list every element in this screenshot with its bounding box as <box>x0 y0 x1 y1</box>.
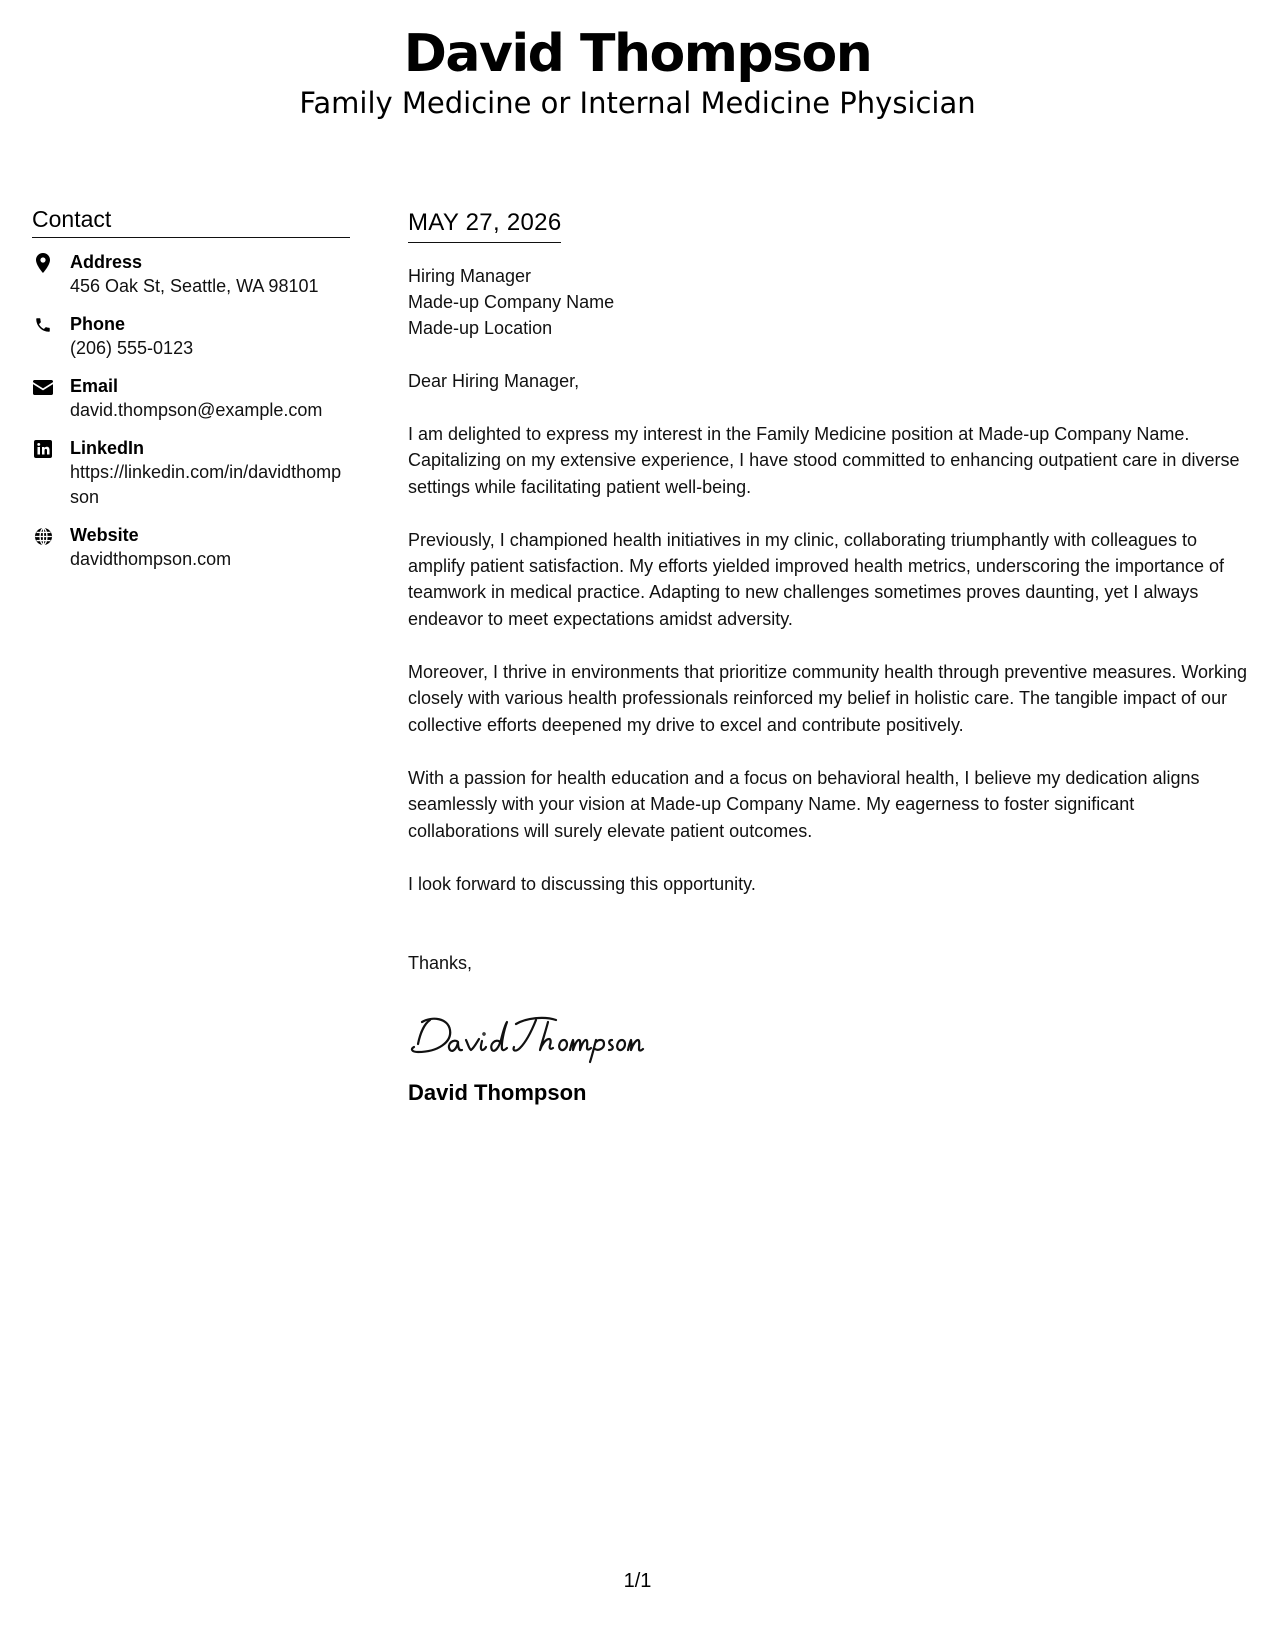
website-label: Website <box>70 525 139 545</box>
page-number: 1/1 <box>623 1570 652 1592</box>
globe-icon <box>32 525 54 547</box>
body-paragraph: With a passion for health education and a focus on behavioral health, I believe my dedication aligns seamlessly with your vision at Made-up Company Name. My eagerness to foster significant collaborations will surely elevate patient outcomes. <box>408 767 1200 841</box>
letter-date: MAY 27, 2026 <box>408 209 561 243</box>
map-pin-icon <box>32 252 54 274</box>
closing: Thanks, <box>408 953 473 974</box>
phone-value: (206) 555-0123 <box>70 338 194 358</box>
contact-item-email <box>32 374 350 423</box>
linkedin-label: LinkedIn <box>70 438 145 458</box>
recipient-name: Hiring Manager <box>408 266 532 286</box>
letter-body <box>408 209 1248 1106</box>
linkedin-value: https://linkedin.com/in/davidthompson <box>70 462 342 507</box>
contact-item-phone <box>32 312 350 361</box>
contact-heading: Contact <box>32 206 350 238</box>
body-paragraph: I am delighted to express my interest in the Family Medicine position at Made-up Company Name. Capitalizing on my extensive experience, I have stood committed to enhancing outpatient care in diverse settings while facilitating patient well-being. <box>408 424 1240 497</box>
contact-item-linkedin <box>32 436 350 510</box>
contact-item-website <box>32 523 350 572</box>
website-value: davidthompson.com <box>70 549 232 569</box>
envelope-icon <box>32 376 54 398</box>
phone-label: Phone <box>70 314 126 334</box>
recipient-block <box>408 263 1248 341</box>
contact-item-address <box>32 250 350 299</box>
contact-sidebar <box>32 206 350 585</box>
letter-header <box>0 22 1275 122</box>
candidate-name: David Thompson <box>403 24 872 84</box>
recipient-company: Made-up Company Name <box>408 292 615 312</box>
body-paragraph: Moreover, I thrive in environments that prioritize community health through preventive measures. Working closely with various health professionals reinforced my belief in holistic care. The tangible impact of our collective efforts deepened my drive to excel and contribute positively. <box>408 662 1248 735</box>
body-paragraph: Previously, I championed health initiatives in my clinic, collaborating triumphantly with colleagues to amplify patient satisfaction. My efforts yielded improved health metrics, underscoring the importance of teamwork in medical practice. Adapting to new challenges sometimes proves daunting, yet I always endeavor to meet expectations amidst adversity. <box>408 529 1225 629</box>
email-label: Email <box>70 376 119 396</box>
linkedin-icon <box>32 438 54 460</box>
email-value: david.thompson@example.com <box>70 400 323 420</box>
handwritten-signature <box>408 1006 1248 1066</box>
recipient-location: Made-up Location <box>408 318 553 338</box>
salutation: Dear Hiring Manager, <box>408 371 580 391</box>
address-value: 456 Oak St, Seattle, WA 98101 <box>70 276 319 296</box>
candidate-title: Family Medicine or Internal Medicine Physician <box>299 86 976 120</box>
phone-icon <box>32 314 54 336</box>
signer-name: David Thompson <box>408 1080 587 1106</box>
address-label: Address <box>70 252 143 272</box>
body-paragraph: I look forward to discussing this opportunity. <box>408 873 756 894</box>
